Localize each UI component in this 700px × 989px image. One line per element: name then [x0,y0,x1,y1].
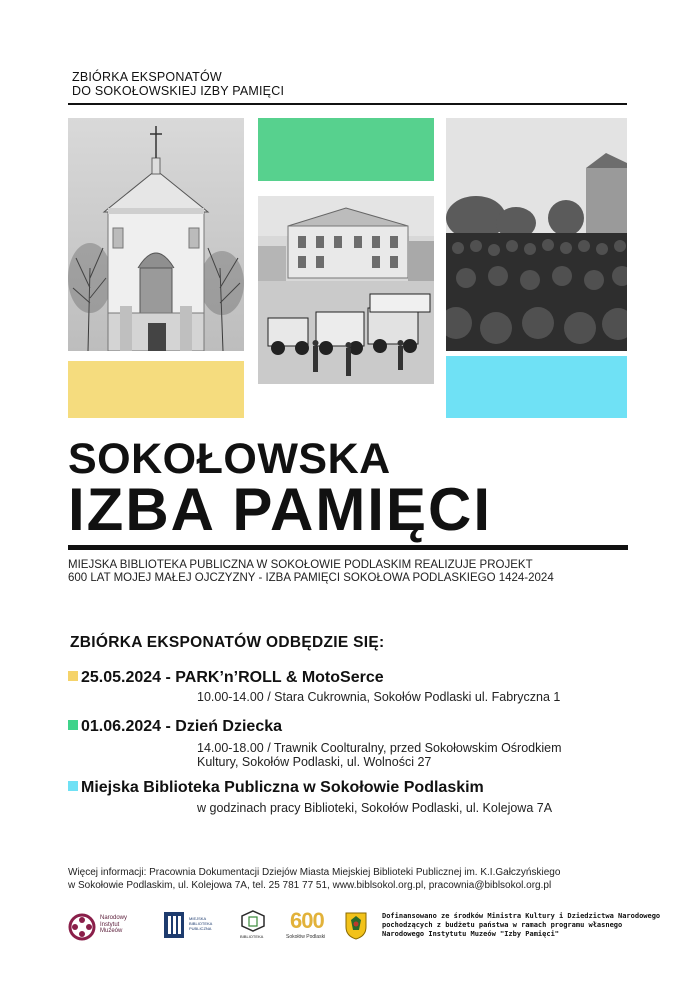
coat-of-arms-icon [344,910,368,940]
anniversary-text: Sokołów Podlaski [286,934,326,940]
small-library-logo [240,910,268,942]
green-square-icon [68,720,78,730]
library-logo-text: MIEJSKA BIBLIOTEKA PUBLICZNA [189,916,213,931]
funding-line-2: pochodzących z budżetu państwa w ramach programu własnego [382,921,623,929]
contact-line-1: Więcej informacji: Pracownia Dokumentacji Dziejów Miasta Miejskiej Biblioteki Publicznej im. K.I.Gałczyńskiego [68,867,561,878]
church-photo [68,118,244,351]
crowd-photo [446,118,627,351]
title-underline [68,545,628,550]
project-subtitle [68,559,554,585]
funding-note [382,912,660,939]
event-desc-line: 14.00-18.00 / Trawnik Coolturalny, przed Sokołowskim Ośrodkiem [197,741,562,755]
book-hexagon-icon [240,910,266,932]
library-emblem-icon [162,910,186,940]
event-desc-3 [197,801,552,815]
header-line-1: ZBIÓRKA EKSPONATÓW [72,70,222,84]
event-desc-1 [197,690,560,704]
yellow-square-icon [68,671,78,681]
title-line-1: SOKOŁOWSKA [68,435,391,483]
event-desc-2 [197,741,562,769]
cyan-color-block [446,356,627,418]
event-desc-line: 10.00-14.00 / Stara Cukrownia, Sokołów Podlaski ul. Fabryczna 1 [197,690,561,704]
contact-line-2: w Sokołowie Podlaskim, ul. Kolejowa 7A, tel. 25 781 77 51, www.biblsokol.org.pl, pracownia@biblsokol.org.pl [68,880,552,891]
nim-emblem-icon [68,913,96,941]
nim-logo [68,911,143,943]
header-line-2: DO SOKOŁOWSKIEJ IZBY PAMIĘCI [72,84,285,98]
green-color-block [258,118,434,181]
funding-line-3: Narodowego Instytutu Muzeów "Izby Pamięci" [382,930,560,938]
event-item-1 [68,669,384,687]
contact-info [68,866,560,892]
event-item-2 [68,718,282,736]
event-title: 01.06.2024 - Dzień Dziecka [81,718,283,735]
subtitle-line-1: MIEJSKA BIBLIOTEKA PUBLICZNA W SOKOŁOWIE PODLASKIM REALIZUJE PROJEKT [68,559,533,571]
library-logo [162,910,222,942]
event-title-row [68,669,384,687]
title-line-2: IZBA PAMIĘCI [68,476,492,543]
event-desc-line: Kultury, Sokołów Podlaski, ul. Wolności 27 [197,755,432,769]
event-desc-line: w godzinach pracy Biblioteki, Sokołów Podlaski, ul. Kolejowa 7A [197,801,553,815]
anniversary-logo [284,908,330,942]
event-title-row [68,779,484,797]
event-item-3 [68,779,484,797]
city-coat-of-arms [344,910,368,940]
event-title-row [68,718,282,736]
small-logo-text: BIBLIOTEKA [240,934,264,939]
nim-logo-text: Narodowy Instytut Muzeów [100,915,128,934]
poster-header [72,70,284,98]
event-title: 25.05.2024 - PARK’n’ROLL & MotoSerce [81,669,384,686]
yellow-color-block [68,361,244,418]
street-photo [258,196,434,384]
anniversary-number: 600 [290,908,324,933]
funding-line-1: Dofinansowano ze środków Ministra Kultury i Dziedzictwa Narodowego [382,912,661,920]
section-heading: ZBIÓRKA EKSPONATÓW ODBĘDZIE SIĘ: [70,634,385,651]
cyan-square-icon [68,781,78,791]
header-divider [68,103,627,105]
event-title: Miejska Biblioteka Publiczna w Sokołowie Podlaskim [81,779,484,796]
subtitle-line-2: 600 LAT MOJEJ MAŁEJ OJCZYZNY - IZBA PAMIĘCI SOKOŁOWA PODLASKIEGO 1424-2024 [68,572,554,584]
